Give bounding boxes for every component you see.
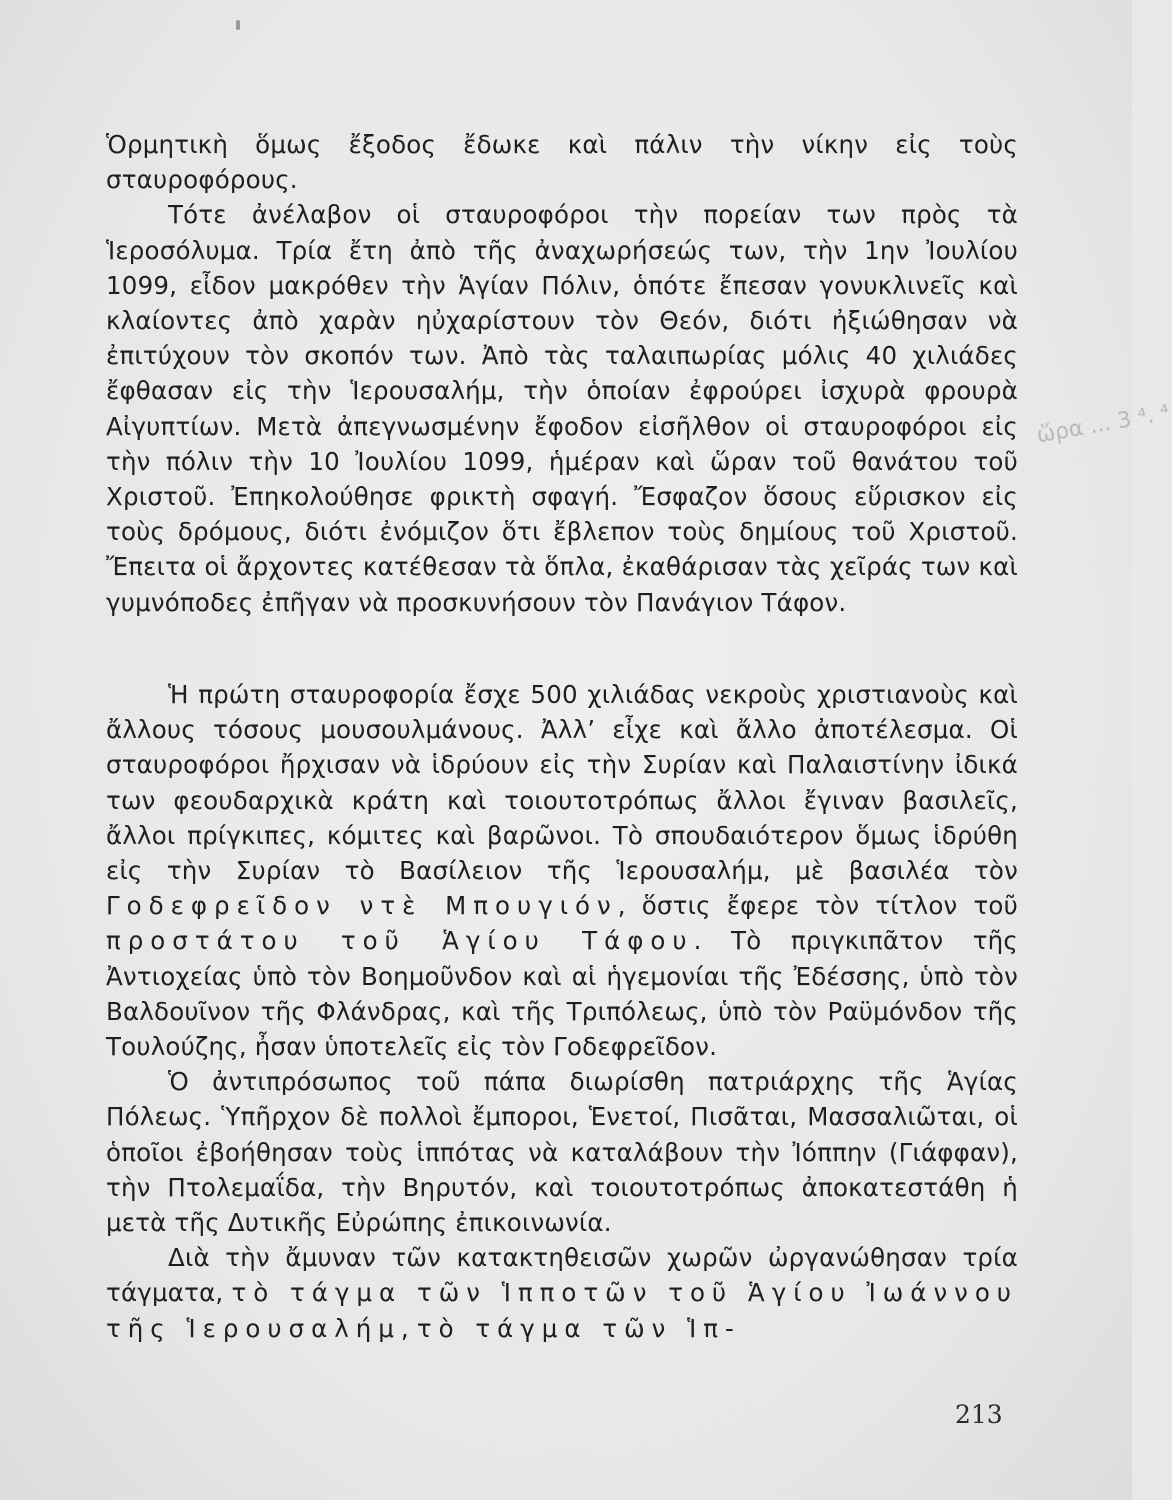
paragraph-military-orders	[106, 1240, 1018, 1346]
page-number: 213	[955, 1400, 1003, 1429]
paragraph-text: Ἡ πρώτη σταυροφορία ἔσχε 500 χιλιάδας νεκροὺς χριστιανοὺς καὶ ἄλλους τόσους μουσουλμάνους. Ἀλλ’ εἶχε καὶ ἄλλο ἀποτέλεσμα. Οἱ σταυροφόροι ἤρχισαν νὰ ἱδρύουν εἰς τὴν Συρίαν καὶ Παλαιστίνην ἰδικά των φεουδαρχικὰ κράτη καὶ τοιουτοτρόπως ἄλλοι ἔγιναν βασιλεῖς, ἄλλοι πρίγκιπες, κόμιτες καὶ βαρῶνοι. Τὸ σπουδαιότερον ὅμως ἱδρύθη εἰς τὴν Συρίαν τὸ Βασίλειον τῆς Ἱερουσαλήμ, μὲ βασιλέα τὸν	[106, 680, 1018, 886]
paragraph-jerusalem-capture: Τότε ἀνέλαβον οἱ σταυροφόροι τὴν πορείαν των πρὸς τὰ Ἱεροσόλυμα. Τρία ἔτη ἀπὸ τῆς ἀναχωρήσεώς των, τὴν 1ην Ἰουλίου 1099, εἶδον μακρόθεν τὴν Ἁγίαν Πόλιν, ὁπότε ἔπεσαν γονυκλινεῖς καὶ κλαίοντες ἀπὸ χαρὰν ηὐχαρίστουν τὸν Θεόν, διότι ἠξιώθησαν νὰ ἐπιτύχουν τὸν σκοπόν των. Ἀπὸ τὰς ταλαιπωρίας μόλις 40 χιλιάδες ἔφθασαν εἰς τὴν Ἱερουσαλήμ, τὴν ὁποίαν ἐφρούρει ἰσχυρὰ φρουρὰ Αἰγυπτίων. Μετὰ ἀπεγνωσμένην ἔφοδον εἰσῆλθον οἱ σταυροφόροι εἰς τὴν πόλιν τὴν 10 Ἰουλίου 1099, ἡμέραν καὶ ὥραν τοῦ θανάτου τοῦ Χριστοῦ. Ἐπηκολούθησε φρικτὴ σφαγή. Ἔσφαζον ὅσους εὕρισκον εἰς τοὺς δρόμους, διότι ἐνόμιζον ὅτι ἔβλεπον τοὺς δημίους τοῦ Χριστοῦ. Ἔπειτα οἱ ἄρχοντες κατέθεσαν τὰ ὅπλα, ἐκαθάρισαν τὰς χεῖράς των καὶ γυμνόποδες ἐπῆγαν νὰ προσκυνήσουν τὸν Πανάγιον Τάφον.	[106, 200, 1018, 617]
pencil-margin-note: ὥρα ... 3 ⁴. ⁴	[1034, 400, 1172, 449]
paragraph-sortie: Ὁρμητικὴ ὅμως ἔξοδος ἔδωκε καὶ πάλιν τὴν νίκην εἰς τοὺς σταυροφόρους.	[106, 130, 1018, 195]
emphasized-order-name: τὸ τάγμα τῶν Ἱπποτῶν τοῦ Ἁγίου Ἰωάννου τῆς Ἱερουσαλήμ	[106, 1278, 1018, 1343]
text-section-crusade-results	[106, 677, 1018, 1346]
emphasized-name: Γοδεφρεῖδον ντὲ Μπουγιόν	[106, 891, 618, 921]
paragraph-text: , ὅστις ἔφερε τὸν τίτλον τοῦ	[617, 891, 1019, 921]
paragraph-first-crusade-results	[106, 677, 1018, 1064]
paragraph-text: ,	[400, 1313, 409, 1343]
paragraph-text: . Τὸ πριγκιπᾶτον τῆς Ἀντιοχείας ὑπὸ τὸν Βοημοῦνδον καὶ αἱ ἡγεμονίαι τῆς Ἐδέσσης, ὑπὸ τὸν Βαλδουῖνον τῆς Φλάνδρας, καὶ τῆς Τριπόλεως, ὑπὸ τὸν Ραϋμόνδον τῆς Τουλούζης, ἦσαν ὑποτελεῖς εἰς τὸν Γοδεφρεῖδον.	[106, 926, 1018, 1062]
emphasized-order-name: τὸ τάγμα τῶν Ἱπ-	[416, 1313, 741, 1343]
paragraph-text: Διὰ τὴν ἄμυναν τῶν κατακτηθεισῶν χωρῶν ὠργανώθησαν τρία τάγματα,	[106, 1243, 1018, 1308]
text-section-crusade-march	[106, 127, 1018, 620]
emphasized-title: προστάτου τοῦ Ἁγίου Τάφου	[106, 926, 694, 956]
scan-speck	[236, 20, 240, 30]
paragraph-papal-representative: Ὁ ἀντιπρόσωπος τοῦ πάπα διωρίσθη πατριάρχης τῆς Ἁγίας Πόλεως. Ὑπῆρχον δὲ πολλοὶ ἔμποροι, Ἑνετοί, Πισᾶται, Μασσαλιῶται, οἱ ὁποῖοι ἐβοήθησαν τοὺς ἱππότας νὰ καταλάβουν τὴν Ἰόππην (Γιάφφαν), τὴν Πτολεμαΐδα, τὴν Βηρυτόν, καὶ τοιουτοτρόπως ἀποκατεστάθη ἡ μετὰ τῆς Δυτικῆς Εὐρώπης ἐπικοινωνία.	[106, 1067, 1018, 1238]
